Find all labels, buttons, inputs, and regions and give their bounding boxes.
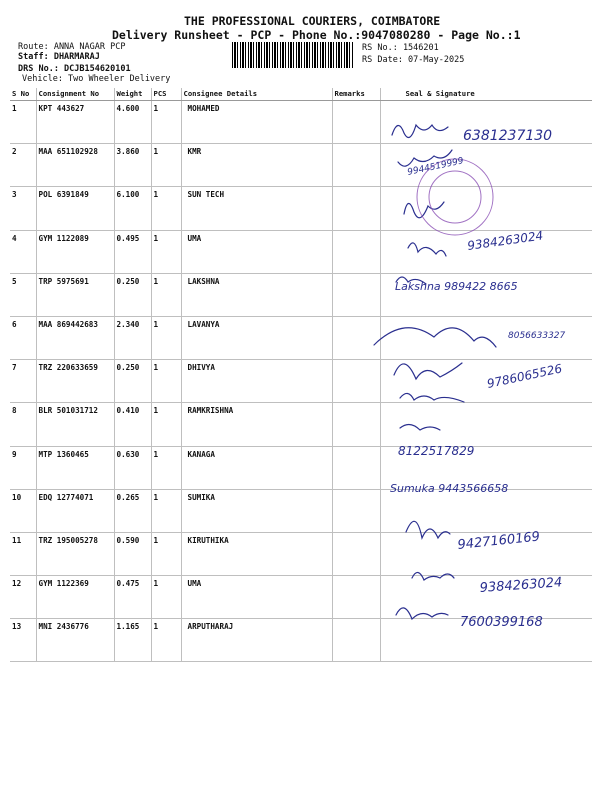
row-pcs: 1 (151, 273, 181, 316)
row-weight: 6.100 (114, 187, 151, 230)
row-weight: 2.340 (114, 316, 151, 359)
staff-label: Staff: DHARMARAJ (18, 52, 100, 62)
row-pcs: 1 (151, 619, 181, 662)
route-label: Route: ANNA NAGAR PCP (18, 42, 126, 52)
row-remarks (332, 230, 380, 273)
signature-note-6: 8056633327 (508, 331, 566, 341)
col-signature: Seal & Signature (380, 88, 592, 101)
row-consignee: SUMIKA (181, 489, 332, 532)
signature-note-2: 9944519999 (406, 156, 465, 178)
row-sno: 7 (10, 360, 36, 403)
row-signature-cell (380, 230, 592, 273)
row-sno: 10 (10, 489, 36, 532)
row-consignee: KIRUTHIKA (181, 532, 332, 575)
table-row (10, 532, 592, 575)
row-consignment-no: TRZ 220633659 (36, 360, 114, 403)
row-sno: 12 (10, 576, 36, 619)
row-remarks (332, 403, 380, 446)
col-sno: S No (10, 88, 36, 101)
row-weight: 0.250 (114, 360, 151, 403)
signature-note-5: Lakshna 989422 8665 (395, 280, 518, 293)
row-remarks (332, 273, 380, 316)
row-signature-cell (380, 403, 592, 446)
row-consignee: KANAGA (181, 446, 332, 489)
row-weight: 0.590 (114, 532, 151, 575)
row-weight: 0.250 (114, 273, 151, 316)
row-signature-cell (380, 316, 592, 359)
drs-number: DRS No.: DCJB154620101 (18, 64, 131, 74)
row-sno: 11 (10, 532, 36, 575)
row-consignment-no: TRZ 195005278 (36, 532, 114, 575)
row-remarks (332, 619, 380, 662)
row-signature-cell (380, 446, 592, 489)
row-signature-cell (380, 101, 592, 144)
row-sno: 4 (10, 230, 36, 273)
row-consignee: ARPUTHARAJ (181, 619, 332, 662)
row-consignment-no: MAA 651102928 (36, 144, 114, 187)
rs-number: RS No.: 1546201 (362, 43, 439, 53)
row-signature-cell (380, 187, 592, 230)
signature-note-13: 7600399168 (460, 615, 543, 630)
row-consignment-no: MTP 1360465 (36, 446, 114, 489)
row-remarks (332, 316, 380, 359)
runsheet-table (10, 88, 592, 662)
row-pcs: 1 (151, 144, 181, 187)
row-consignee: MOHAMED (181, 101, 332, 144)
row-pcs: 1 (151, 101, 181, 144)
row-consignee: LAKSHNA (181, 273, 332, 316)
row-signature-cell (380, 273, 592, 316)
row-consignee: KMR (181, 144, 332, 187)
signature-note-11: 9427160169 (456, 529, 541, 553)
table-row (10, 187, 592, 230)
table-row (10, 101, 592, 144)
row-sno: 1 (10, 101, 36, 144)
runsheet-subtitle: Delivery Runsheet - PCP - Phone No.:9047080280 - Page No.:1 (112, 28, 521, 42)
col-consignee: Consignee Details (181, 88, 332, 101)
table-header (10, 88, 592, 101)
row-weight: 4.600 (114, 101, 151, 144)
signature-note-9: 8122517829 (398, 444, 475, 458)
row-sno: 8 (10, 403, 36, 446)
row-signature-cell (380, 144, 592, 187)
col-remarks: Remarks (332, 88, 380, 101)
row-remarks (332, 360, 380, 403)
col-pcs: PCS (151, 88, 181, 101)
row-sno: 6 (10, 316, 36, 359)
row-remarks (332, 489, 380, 532)
row-weight: 0.265 (114, 489, 151, 532)
row-consignee: LAVANYA (181, 316, 332, 359)
row-remarks (332, 576, 380, 619)
signature-note-10: Sumuka 9443566658 (390, 482, 509, 495)
row-weight: 0.630 (114, 446, 151, 489)
table-row (10, 576, 592, 619)
row-weight: 1.165 (114, 619, 151, 662)
row-consignment-no: MAA 869442683 (36, 316, 114, 359)
signature-note-7: 9786065526 (485, 361, 564, 391)
row-remarks (332, 446, 380, 489)
row-signature-cell (380, 532, 592, 575)
row-sno: 9 (10, 446, 36, 489)
row-pcs: 1 (151, 489, 181, 532)
row-signature-cell (380, 576, 592, 619)
row-signature-cell (380, 360, 592, 403)
row-consignment-no: GYM 1122089 (36, 230, 114, 273)
row-remarks (332, 532, 380, 575)
row-consignee: DHIVYA (181, 360, 332, 403)
row-consignment-no: EDQ 12774071 (36, 489, 114, 532)
table-row (10, 360, 592, 403)
row-consignment-no: POL 6391849 (36, 187, 114, 230)
signature-note-1: 6381237130 (463, 128, 553, 144)
table-row (10, 144, 592, 187)
col-consignment: Consignment No (36, 88, 114, 101)
row-pcs: 1 (151, 532, 181, 575)
row-consignee: UMA (181, 576, 332, 619)
col-weight: Weight (114, 88, 151, 101)
table-row (10, 230, 592, 273)
row-pcs: 1 (151, 446, 181, 489)
row-pcs: 1 (151, 187, 181, 230)
row-consignee: RAMKRISHNA (181, 403, 332, 446)
row-pcs: 1 (151, 360, 181, 403)
table-row (10, 403, 592, 446)
row-consignment-no: KPT 443627 (36, 101, 114, 144)
table-row (10, 446, 592, 489)
table-row (10, 619, 592, 662)
row-weight: 0.410 (114, 403, 151, 446)
row-remarks (332, 101, 380, 144)
row-consignment-no: BLR 501031712 (36, 403, 114, 446)
rs-date: RS Date: 07-May-2025 (362, 55, 465, 65)
row-signature-cell (380, 489, 592, 532)
row-pcs: 1 (151, 576, 181, 619)
row-pcs: 1 (151, 316, 181, 359)
row-sno: 2 (10, 144, 36, 187)
row-pcs: 1 (151, 230, 181, 273)
row-sno: 3 (10, 187, 36, 230)
barcode-icon (232, 42, 354, 68)
row-consignment-no: MNI 2436776 (36, 619, 114, 662)
row-sno: 13 (10, 619, 36, 662)
row-remarks (332, 187, 380, 230)
row-remarks (332, 144, 380, 187)
signature-note-4: 9384263024 (466, 228, 545, 253)
row-consignee: SUN TECH (181, 187, 332, 230)
row-consignment-no: TRP 5975691 (36, 273, 114, 316)
row-pcs: 1 (151, 403, 181, 446)
row-consignment-no: GYM 1122369 (36, 576, 114, 619)
row-weight: 0.475 (114, 576, 151, 619)
company-title: THE PROFESSIONAL COURIERS, COIMBATORE (184, 14, 441, 28)
row-weight: 3.860 (114, 144, 151, 187)
table-row (10, 273, 592, 316)
row-weight: 0.495 (114, 230, 151, 273)
row-signature-cell (380, 619, 592, 662)
row-sno: 5 (10, 273, 36, 316)
row-consignee: UMA (181, 230, 332, 273)
vehicle-label: Vehicle: Two Wheeler Delivery (22, 74, 171, 84)
table-row (10, 316, 592, 359)
table-row (10, 489, 592, 532)
signature-note-12: 9384263024 (479, 575, 563, 596)
